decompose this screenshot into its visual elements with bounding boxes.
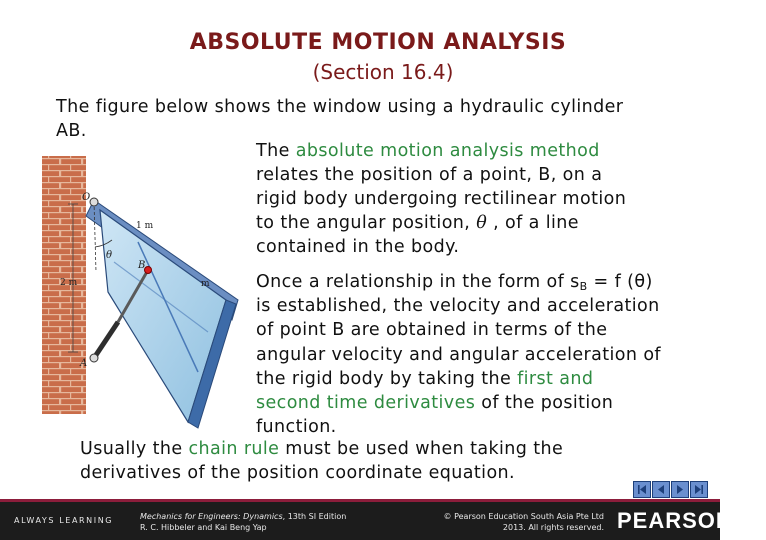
- para2-text: Once a relationship in the form of s: [256, 272, 580, 292]
- intro-line-2: AB.: [56, 121, 87, 141]
- para1-line-4: [256, 211, 579, 235]
- nav-last-button[interactable]: [690, 481, 708, 498]
- para2-line-4: angular velocity and angular acceleration of: [256, 345, 661, 365]
- label-b: B: [138, 260, 146, 271]
- slide-title: ABSOLUTE MOTION ANALYSIS: [189, 30, 567, 55]
- theta-symbol: θ: [476, 213, 488, 233]
- book-edition: , 13th SI Edition: [282, 512, 347, 521]
- nav-first-icon: [634, 482, 650, 497]
- always-learning-text: ALWAYS LEARNING: [14, 516, 114, 525]
- nav-first-button[interactable]: [633, 481, 651, 498]
- label-1m: 1 m: [136, 221, 154, 231]
- nav-previous-icon: [653, 482, 669, 497]
- pearson-logo: PEARSON: [617, 508, 733, 533]
- copyright-line-1: © Pearson Education South Asia Pte Ltd: [443, 512, 604, 521]
- footer-bar: [0, 499, 733, 540]
- book-authors: R. C. Hibbeler and Kai Beng Yap: [140, 523, 267, 532]
- book-title: Mechanics for Engineers: Dynamics: [140, 512, 283, 521]
- para2-line-3: of point B are obtained in terms of the: [256, 320, 608, 340]
- highlight-second-time-derivatives: second time derivatives: [256, 393, 476, 413]
- para2-text: the rigid body by taking the: [256, 369, 518, 389]
- window-panel: [86, 200, 238, 428]
- nav-next-button[interactable]: [671, 481, 689, 498]
- para3-line-2: derivatives of the position coordinate equation.: [80, 463, 516, 483]
- label-o: O: [82, 192, 91, 203]
- pin-o: [90, 198, 98, 206]
- nav-last-icon: [691, 482, 707, 497]
- copyright-line-2: 2013. All rights reserved.: [502, 523, 604, 532]
- label-a: A: [80, 358, 88, 369]
- para1-line-3: rigid body undergoing rectilinear motion: [256, 189, 627, 209]
- point-b: [145, 267, 152, 274]
- book-citation: [140, 511, 346, 533]
- book-title-line: [140, 511, 346, 522]
- para1-line-2: relates the position of a point, B, on a: [256, 165, 603, 185]
- para1-text: , of a line: [487, 213, 579, 233]
- para1-text: The: [256, 141, 296, 161]
- para3-text: Usually the: [80, 439, 189, 459]
- window-diagram: [38, 152, 243, 432]
- subscript-b: B: [579, 280, 588, 293]
- highlight-chain-rule: chain rule: [188, 439, 280, 459]
- nav-previous-button[interactable]: [652, 481, 670, 498]
- nav-next-icon: [672, 482, 688, 497]
- pin-a: [90, 354, 98, 362]
- para2-text: = f (θ): [587, 272, 653, 292]
- label-2m: 2 m: [60, 278, 78, 288]
- para3-text: must be used when taking the: [279, 439, 564, 459]
- intro-line-1: The figure below shows the window using a hydraulic cylinder: [56, 97, 624, 117]
- label-m: m: [201, 279, 210, 289]
- para1-text: to the angular position,: [256, 213, 477, 233]
- para2-line-5: [256, 367, 593, 391]
- para3-line-1: [80, 437, 563, 461]
- para2-line-6: [256, 391, 613, 415]
- hydraulic-cylinder: [94, 322, 118, 358]
- footer-accent-line: [0, 499, 720, 502]
- window-figure: [38, 152, 243, 432]
- label-theta: θ: [106, 250, 113, 261]
- para2-line-7: function.: [256, 417, 337, 437]
- para2-text: of the position: [475, 393, 614, 413]
- copyright-notice: [396, 511, 604, 533]
- highlight-absolute-motion-method: absolute motion analysis method: [295, 141, 600, 161]
- para1-line-5: contained in the body.: [256, 237, 460, 257]
- slide-subtitle: (Section 16.4): [312, 60, 454, 84]
- highlight-first-and: first and: [517, 369, 594, 389]
- para1-line-1: [256, 139, 600, 163]
- para2-line-2: is established, the velocity and acceleration: [256, 296, 660, 316]
